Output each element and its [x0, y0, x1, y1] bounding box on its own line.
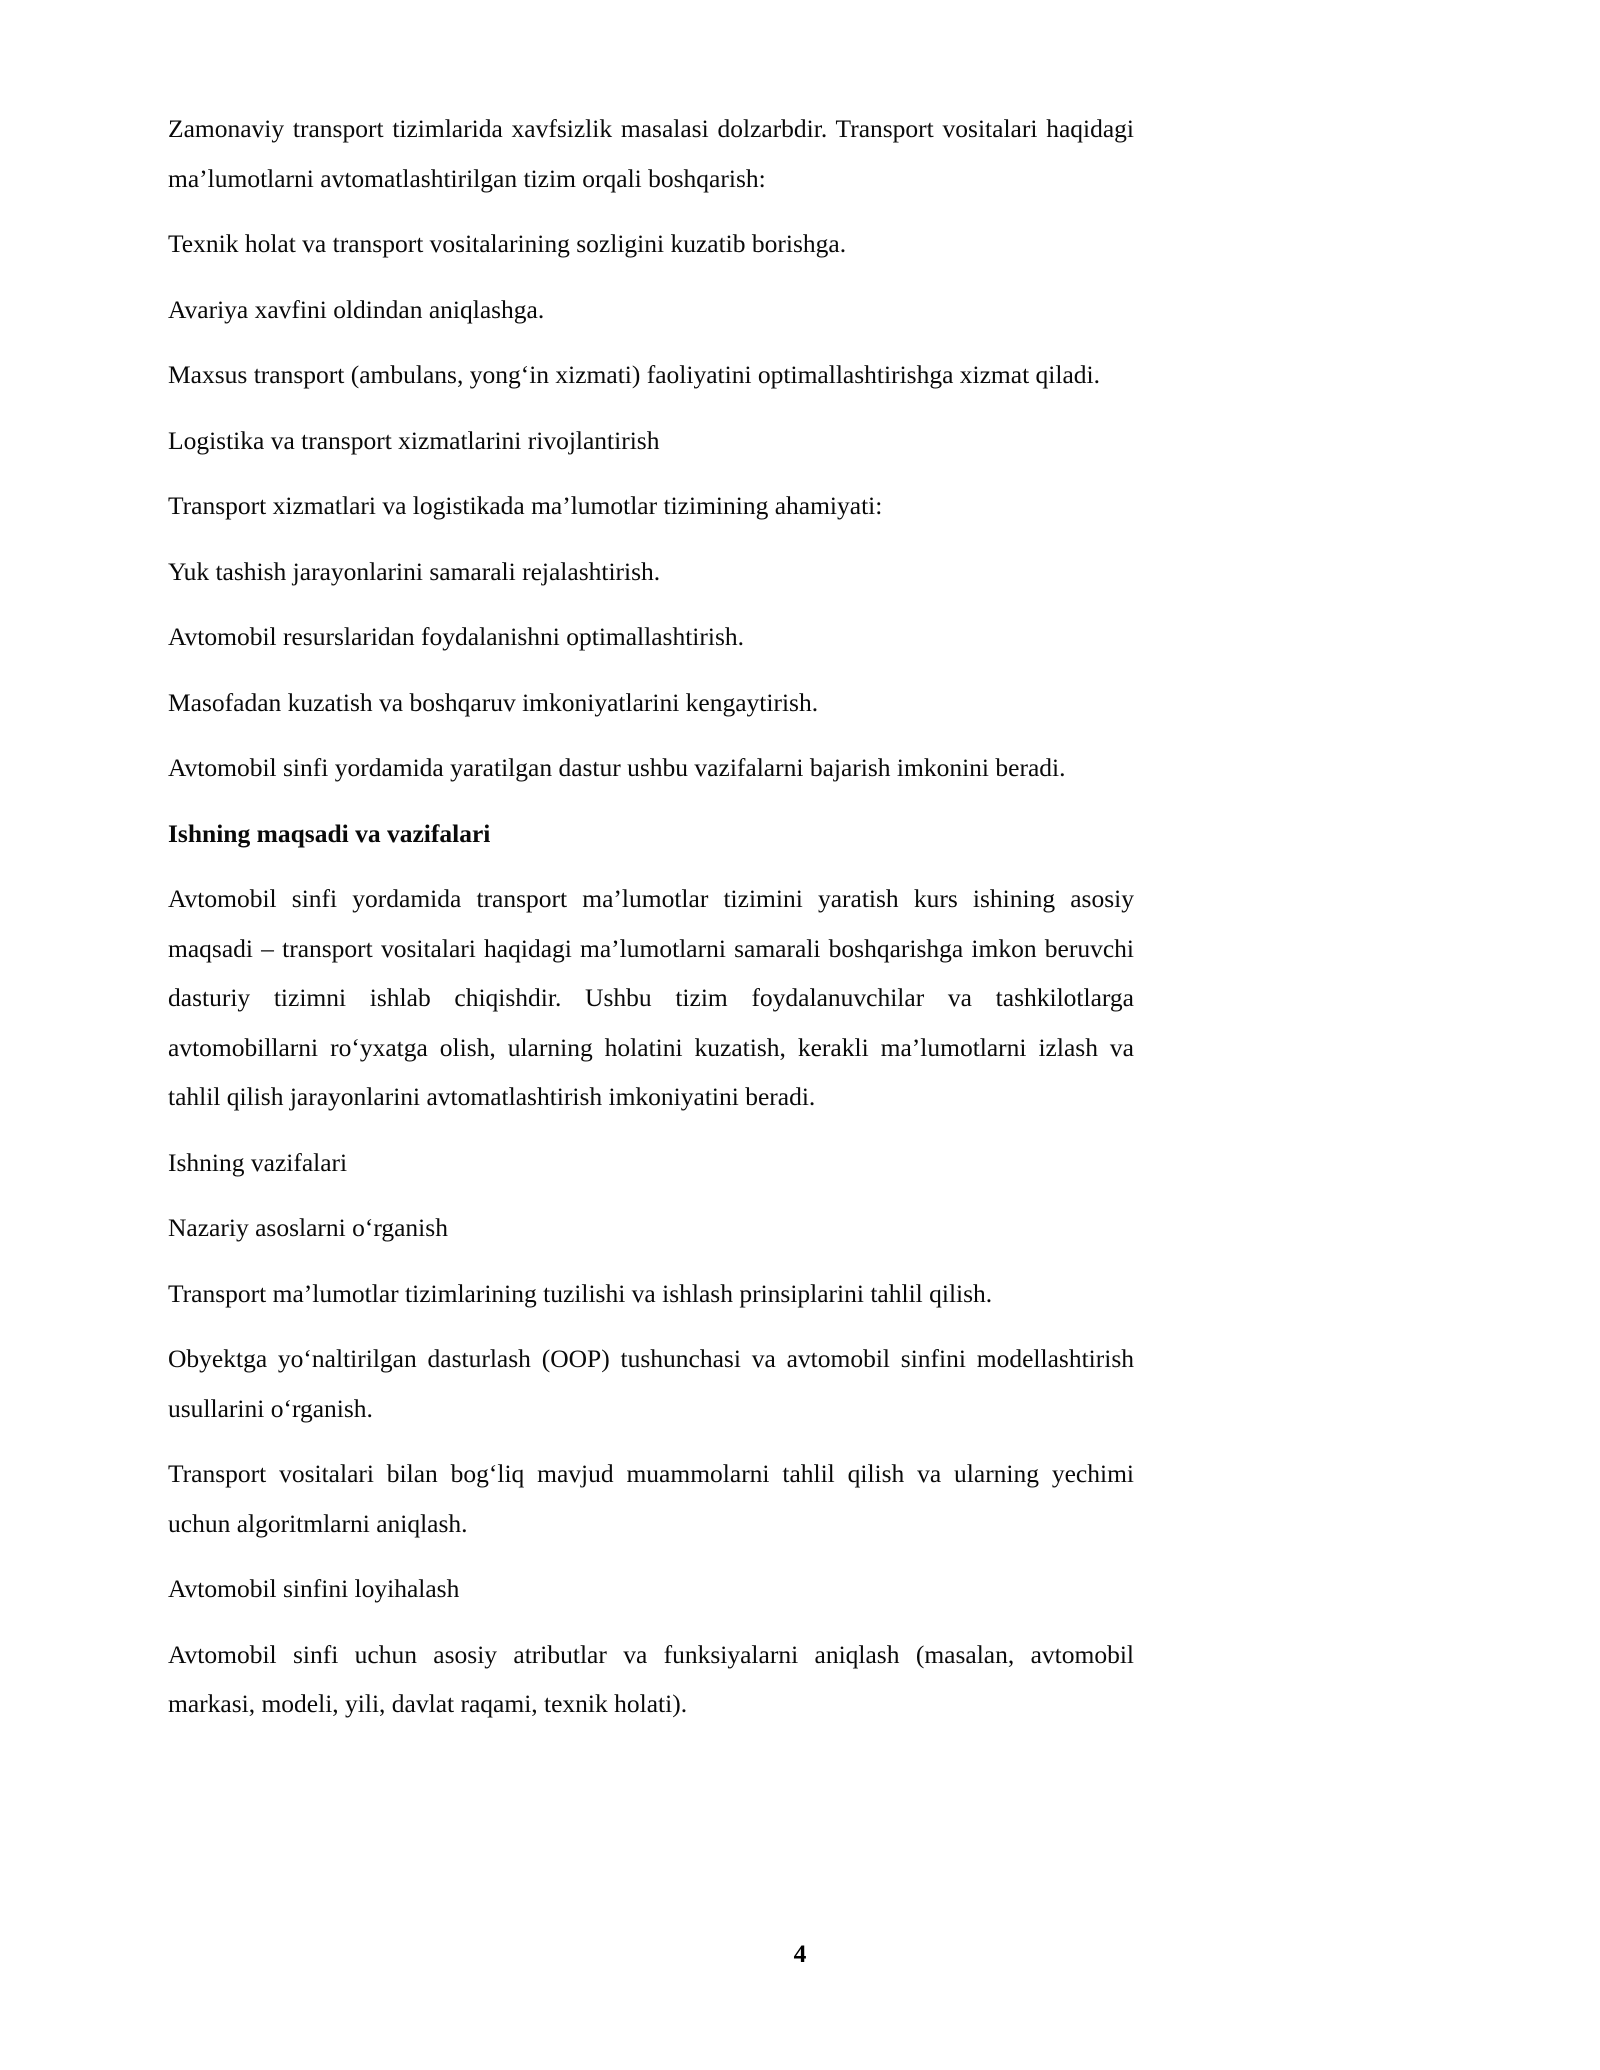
paragraph-class-design-subheading: Avtomobil sinfini loyihalash	[168, 1574, 460, 1603]
heading-ishning-maqsadi-va-vazifalari: Ishning maqsadi va vazifalari	[168, 818, 491, 848]
paragraph-main-goal: Avtomobil sinfi yordamida transport ma’lumotlar tizimini yaratish kurs ishining asosiy maqsadi – transport vositalari haqidagi ma’lumotlarni samarali boshqarishga imkon beruvchi dasturiy tizimni ishlab chiqishdir. Ushbu tizim foydalanuvchilar va tashkilotlarga avtomobillarni ro‘yxatga olish, ularning holatini kuzatish, kerakli ma’lumotlarni izlash va tahlil qilish jarayonlarini avtomatlashtirish imkoniyatini beradi.	[168, 884, 1134, 1111]
paragraph-system-structure-analysis: Transport ma’lumotlar tizimlarining tuzilishi va ishlash prinsiplarini tahlil qilish.	[168, 1278, 993, 1308]
paragraph-cargo-planning: Yuk tashish jarayonlarini samarali rejalashtirish.	[168, 556, 661, 586]
paragraph-technical-condition: Texnik holat va transport vositalarining sozligini kuzatib borishga.	[168, 229, 847, 258]
paragraph-logistics-subheading: Logistika va transport xizmatlarini rivojlantirish	[168, 425, 660, 455]
page-body-text-block	[168, 104, 1134, 1729]
paragraph-oop-concept: Obyektga yo‘naltirilgan dasturlash (OOP) tushunchasi va avtomobil sinfini modellashtirish usullarini o‘rganish.	[168, 1344, 1134, 1423]
paragraph-remote-monitoring: Masofadan kuzatish va boshqaruv imkoniyatlarini kengaytirish.	[168, 687, 819, 717]
paragraph-program-enables-tasks: Avtomobil sinfi yordamida yaratilgan dastur ushbu vazifalarni bajarish imkonini beradi.	[168, 753, 1066, 782]
paragraph-resource-optimization: Avtomobil resurslaridan foydalanishni optimallashtirish.	[168, 622, 745, 651]
paragraph-attributes-and-functions: Avtomobil sinfi uchun asosiy atributlar va funksiyalarni aniqlash (masalan, avtomobil markasi, modeli, yili, davlat raqami, texnik holati).	[168, 1639, 1134, 1718]
paragraph-ishning-vazifalari: Ishning vazifalari	[168, 1147, 348, 1177]
paragraph-theoretical-foundations: Nazariy asoslarni o‘rganish	[168, 1213, 448, 1242]
page-number: 4	[793, 1939, 807, 1968]
paragraph-intro-transport-safety: Zamonaviy transport tizimlarida xavfsizlik masalasi dolzarbdir. Transport vositalari haqidagi ma’lumotlarni avtomatlashtirilgan tizim orqali boshqarish:	[168, 114, 1134, 193]
paragraph-special-transport: Maxsus transport (ambulans, yong‘in xizmati) faoliyatini optimallashtirishga xizmat qiladi.	[168, 360, 1100, 389]
paragraph-problem-analysis: Transport vositalari bilan bog‘liq mavjud muammolarni tahlil qilish va ularning yechimi uchun algoritmlarni aniqlash.	[168, 1459, 1134, 1538]
paragraph-accident-risk: Avariya xavfini oldindan aniqlashga.	[168, 294, 545, 324]
paragraph-logistics-importance: Transport xizmatlari va logistikada ma’lumotlar tizimining ahamiyati:	[168, 491, 883, 520]
